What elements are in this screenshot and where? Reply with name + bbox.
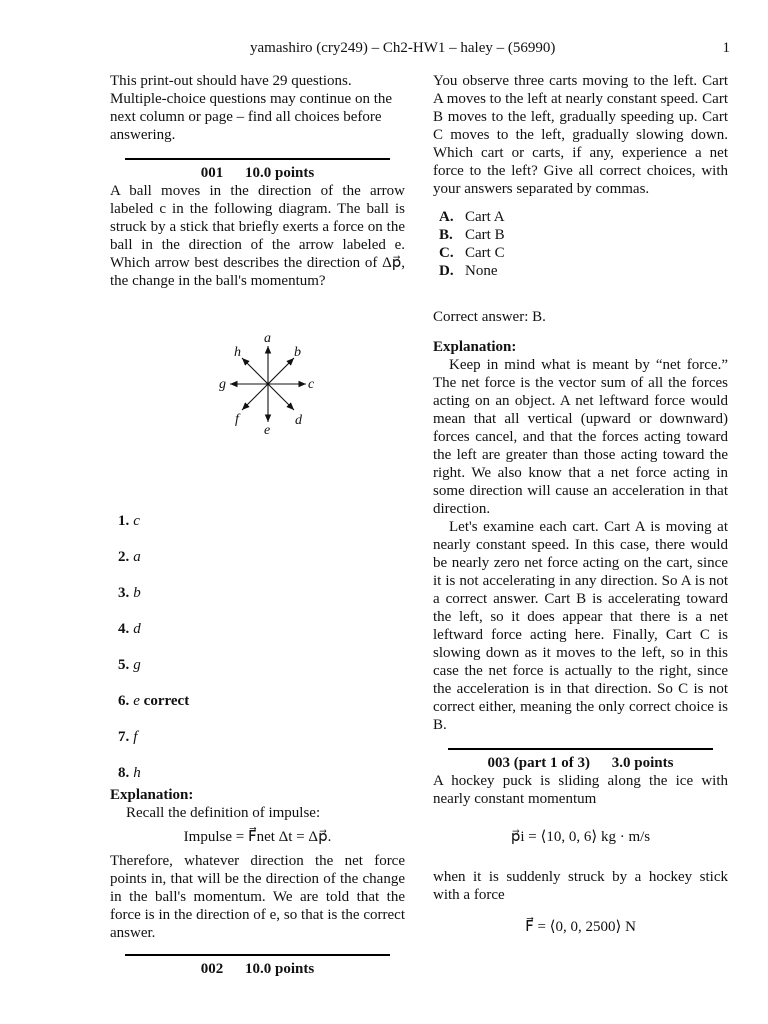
choice-item-correct[interactable] (118, 692, 405, 728)
choice-number: 4. (118, 621, 130, 637)
choice-number: 6. (118, 693, 130, 709)
arrow-label-g: g (219, 377, 226, 392)
choice-label: c (133, 513, 140, 529)
question-stem-003: A hockey puck is sliding along the ice with nearly constant momentum (433, 773, 728, 807)
arrow-diagram (110, 326, 405, 456)
choice-text: Cart C (465, 245, 505, 261)
choice-list-002 (439, 208, 728, 280)
question-header-003 (433, 754, 728, 772)
choice-letter: C. (439, 245, 454, 261)
choice-label: d (133, 621, 141, 637)
choice-number: 8. (118, 765, 130, 781)
choice-label: b (133, 585, 141, 601)
choice-label: e (133, 693, 140, 709)
choice-item[interactable] (118, 584, 405, 620)
arrow-label-f: f (235, 412, 239, 427)
arrow-label-e: e (264, 423, 271, 438)
question-header-002 (110, 960, 405, 978)
right-column (433, 72, 728, 936)
question-stem-002: You observe three carts moving to the left. Cart A moves to the left at nearly constant speed. Cart B moves to the left, gradually speeding up. Cart C moves to the left, gradually slowing down. Which cart or carts, if any, experience a net force to the left? Give all correct choices, with your answers separated by commas. (433, 73, 728, 197)
left-column (110, 72, 405, 978)
choice-label: f (133, 729, 138, 745)
choice-item[interactable] (439, 208, 728, 226)
force-equation: F⃗ = ⟨0, 0, 2500⟩ N (525, 919, 636, 935)
correct-answer: Correct answer: B. (433, 309, 546, 325)
arrow-d (268, 384, 294, 410)
choice-number: 3. (118, 585, 130, 601)
explanation-text: Recall the definition of impulse: (126, 805, 321, 821)
choice-label: a (133, 549, 141, 565)
choice-item[interactable] (118, 512, 405, 548)
divider (125, 954, 390, 956)
choice-item[interactable] (118, 548, 405, 584)
choice-item[interactable] (118, 620, 405, 656)
choice-label: g (133, 657, 141, 673)
choice-item[interactable] (118, 656, 405, 692)
arrow-label-b: b (294, 345, 301, 360)
choice-number: 7. (118, 729, 130, 745)
arrow-b (268, 358, 294, 384)
question-points: 3.0 points (611, 755, 674, 771)
explanation-heading: Explanation: (110, 787, 194, 803)
arrow-label-d: d (295, 413, 302, 428)
choice-item[interactable] (439, 262, 728, 280)
momentum-equation: p⃗i = ⟨10, 0, 6⟩ kg · m/s (510, 829, 651, 845)
choice-number: 2. (118, 549, 130, 565)
arrow-label-a: a (264, 331, 271, 346)
intro-text: This print-out should have 29 questions. Multiple-choice questions may continue on the next column or page – find all choices before answering. (110, 73, 393, 143)
page-number: 1 (722, 40, 730, 56)
arrow-diagram-svg (110, 326, 405, 456)
choice-letter: B. (439, 227, 453, 243)
choice-text: Cart B (465, 227, 505, 243)
question-number: 003 (part 1 of 3) (487, 755, 591, 771)
question-number: 001 (200, 165, 224, 181)
choice-text: None (465, 263, 498, 279)
choice-letter: A. (439, 209, 454, 225)
explanation-text: Let's examine each cart. Cart A is moving at nearly constant speed. In this case, there would be nearly zero net force acting on the cart, since it is not accelerating in any direction. So A is not a correct answer. Cart B is accelerating toward the left, so it does appear that there is a net leftward force acting here. Finally, Cart C is slowing down as it moves to the left, so in this case the net force is actually to the right, since the acceleration is in that direction. So C is not correct either, meaning the only correct choice is B. (433, 519, 728, 733)
arrow-label-h: h (234, 345, 241, 360)
choice-item[interactable] (118, 728, 405, 764)
divider (448, 748, 713, 750)
question-points: 10.0 points (245, 961, 315, 977)
header-title: yamashiro (cry249) – Ch2-HW1 – haley – (56990) (250, 40, 556, 56)
explanation-heading: Explanation: (433, 339, 517, 355)
choice-letter: D. (439, 263, 454, 279)
choice-item[interactable] (439, 244, 728, 262)
question-points: 10.0 points (245, 165, 315, 181)
arrow-f (242, 384, 268, 410)
impulse-equation: Impulse = F⃗net Δt = Δp⃗. (183, 829, 332, 845)
choice-item[interactable] (439, 226, 728, 244)
correct-marker: correct (143, 693, 190, 709)
choice-text: Cart A (465, 209, 505, 225)
choice-label: h (133, 765, 141, 781)
choice-number: 5. (118, 657, 130, 673)
choice-list-001 (118, 512, 405, 786)
choice-number: 1. (118, 513, 130, 529)
arrow-h (242, 358, 268, 384)
explanation-text: Keep in mind what is meant by “net force.” The net force is the vector sum of all the forces acting on an object. A net leftward force would mean that all vertical (upward or downward) forces cancel, and that the forces acting toward the left are greater than those acting toward the right. We also know that a net force acting in some direction will cause an acceleration in that direction. (433, 357, 728, 517)
divider (125, 158, 390, 160)
choice-item[interactable] (118, 764, 405, 786)
question-number: 002 (200, 961, 224, 977)
question-header-001 (110, 164, 405, 182)
question-stem-001: A ball moves in the direction of the arrow labeled c in the following diagram. The ball is struck by a stick that briefly exerts a force on the ball in the direction of the arrow labeled e. Which arrow best describes the direction of Δp⃗, the change in the ball's momentum? (110, 183, 405, 289)
question-stem-003-cont: when it is suddenly struck by a hockey stick with a force (433, 869, 728, 903)
arrow-label-c: c (308, 377, 315, 392)
explanation-text: Therefore, whatever direction the net force points in, that will be the direction of the change in the ball's momentum. We are told that the force is in the direction of e, so that is the correct answer. (110, 853, 405, 941)
